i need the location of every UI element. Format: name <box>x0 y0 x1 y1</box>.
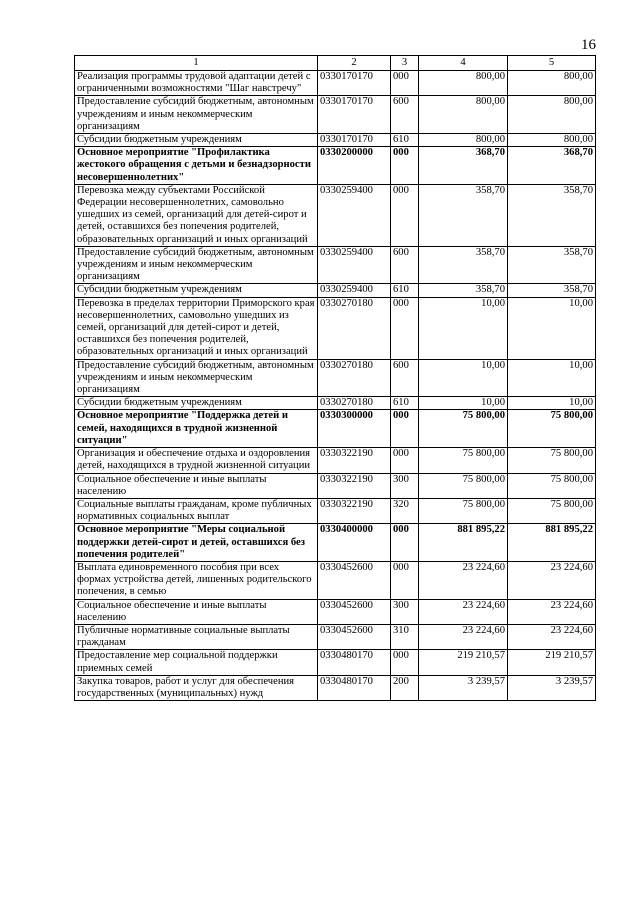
row-value-col5-cell: 23 224,60 <box>508 624 596 649</box>
page-number: 16 <box>581 37 596 53</box>
row-value-col5-cell: 75 800,00 <box>508 448 596 473</box>
row-value-col5-cell: 23 224,60 <box>508 599 596 624</box>
budget-table <box>74 55 596 701</box>
row-kind-cell: 200 <box>391 675 419 700</box>
row-kind-cell: 600 <box>391 359 419 397</box>
row-value-col5-cell: 800,00 <box>508 96 596 134</box>
row-kind-cell: 000 <box>391 297 419 359</box>
column-header-3: 3 <box>391 56 419 71</box>
row-name-cell: Предоставление субсидий бюджетным, автономным учреждениям и иным некоммерческим организациям <box>75 359 318 397</box>
row-value-col5-cell: 800,00 <box>508 134 596 147</box>
row-kind-cell: 610 <box>391 397 419 410</box>
table-row <box>75 624 596 649</box>
row-code-cell: 0330480170 <box>318 650 391 675</box>
row-value-col5-cell: 358,70 <box>508 184 596 246</box>
row-value-col5-cell: 358,70 <box>508 284 596 297</box>
row-name-cell: Субсидии бюджетным учреждениям <box>75 134 318 147</box>
row-kind-cell: 310 <box>391 624 419 649</box>
row-kind-cell: 000 <box>391 650 419 675</box>
row-value-col4-cell: 881 895,22 <box>419 524 508 562</box>
row-code-cell: 0330300000 <box>318 410 391 448</box>
table-row <box>75 650 596 675</box>
row-value-col4-cell: 219 210,57 <box>419 650 508 675</box>
table-row <box>75 410 596 448</box>
row-name-cell: Субсидии бюджетным учреждениям <box>75 397 318 410</box>
row-name-cell: Предоставление мер социальной поддержки приемных семей <box>75 650 318 675</box>
row-code-cell: 0330259400 <box>318 246 391 284</box>
table-row <box>75 134 596 147</box>
column-header-2: 2 <box>318 56 391 71</box>
row-value-col4-cell: 3 239,57 <box>419 675 508 700</box>
row-value-col4-cell: 23 224,60 <box>419 624 508 649</box>
column-header-4: 4 <box>419 56 508 71</box>
table-row <box>75 473 596 498</box>
row-value-col5-cell: 23 224,60 <box>508 561 596 599</box>
row-value-col4-cell: 368,70 <box>419 147 508 185</box>
row-kind-cell: 000 <box>391 561 419 599</box>
row-kind-cell: 000 <box>391 184 419 246</box>
row-value-col4-cell: 75 800,00 <box>419 473 508 498</box>
row-code-cell: 0330400000 <box>318 524 391 562</box>
row-code-cell: 0330480170 <box>318 675 391 700</box>
row-name-cell: Предоставление субсидий бюджетным, автономным учреждениям и иным некоммерческим организациям <box>75 96 318 134</box>
row-value-col5-cell: 881 895,22 <box>508 524 596 562</box>
table-row <box>75 284 596 297</box>
row-name-cell: Перевозка в пределах территории Приморского края несовершеннолетних, самовольно ушедших из семей, организаций для детей-сирот и детей, оставшихся без попечения родителей, образовательных организаций и иных организаций <box>75 297 318 359</box>
row-kind-cell: 610 <box>391 134 419 147</box>
row-code-cell: 0330270180 <box>318 397 391 410</box>
row-kind-cell: 320 <box>391 498 419 523</box>
table-row <box>75 498 596 523</box>
row-kind-cell: 000 <box>391 448 419 473</box>
row-name-cell: Публичные нормативные социальные выплаты гражданам <box>75 624 318 649</box>
row-value-col4-cell: 358,70 <box>419 246 508 284</box>
row-kind-cell: 600 <box>391 246 419 284</box>
table-row <box>75 524 596 562</box>
row-code-cell: 0330322190 <box>318 473 391 498</box>
row-value-col5-cell: 75 800,00 <box>508 473 596 498</box>
row-value-col5-cell: 358,70 <box>508 246 596 284</box>
row-code-cell: 0330170170 <box>318 96 391 134</box>
row-kind-cell: 300 <box>391 599 419 624</box>
column-header-5: 5 <box>508 56 596 71</box>
row-code-cell: 0330259400 <box>318 184 391 246</box>
row-name-cell: Организация и обеспечение отдыха и оздоровления детей, находящихся в трудной жизненной ситуации <box>75 448 318 473</box>
row-name-cell: Субсидии бюджетным учреждениям <box>75 284 318 297</box>
row-value-col4-cell: 75 800,00 <box>419 448 508 473</box>
row-value-col4-cell: 800,00 <box>419 96 508 134</box>
row-value-col5-cell: 368,70 <box>508 147 596 185</box>
row-code-cell: 0330259400 <box>318 284 391 297</box>
row-kind-cell: 610 <box>391 284 419 297</box>
row-name-cell: Основное мероприятие "Меры социальной поддержки детей-сирот и детей, оставшихся без попечения родителей" <box>75 524 318 562</box>
row-value-col4-cell: 358,70 <box>419 284 508 297</box>
row-value-col5-cell: 75 800,00 <box>508 498 596 523</box>
table-row <box>75 246 596 284</box>
row-value-col5-cell: 10,00 <box>508 359 596 397</box>
table-header-row <box>75 56 596 71</box>
row-name-cell: Закупка товаров, работ и услуг для обеспечения государственных (муниципальных) нужд <box>75 675 318 700</box>
row-code-cell: 0330170170 <box>318 134 391 147</box>
row-value-col4-cell: 10,00 <box>419 397 508 410</box>
table-row <box>75 448 596 473</box>
row-value-col4-cell: 75 800,00 <box>419 410 508 448</box>
table-row <box>75 297 596 359</box>
row-name-cell: Реализация программы трудовой адаптации детей с ограниченными возможностями "Шаг навстречу" <box>75 71 318 96</box>
row-code-cell: 0330270180 <box>318 359 391 397</box>
table-row <box>75 184 596 246</box>
row-value-col4-cell: 10,00 <box>419 297 508 359</box>
row-value-col4-cell: 23 224,60 <box>419 561 508 599</box>
row-code-cell: 0330452600 <box>318 599 391 624</box>
row-value-col4-cell: 800,00 <box>419 71 508 96</box>
table-row <box>75 599 596 624</box>
table-row <box>75 147 596 185</box>
table-row <box>75 675 596 700</box>
row-name-cell: Основное мероприятие "Профилактика жестокого обращения с детьми и безнадзорности несовершеннолетних" <box>75 147 318 185</box>
table-row <box>75 71 596 96</box>
row-code-cell: 0330452600 <box>318 624 391 649</box>
row-kind-cell: 300 <box>391 473 419 498</box>
table-row <box>75 96 596 134</box>
row-name-cell: Основное мероприятие "Поддержка детей и семей, находящихся в трудной жизненной ситуации" <box>75 410 318 448</box>
table-body <box>75 71 596 701</box>
row-code-cell: 0330170170 <box>318 71 391 96</box>
row-name-cell: Предоставление субсидий бюджетным, автономным учреждениям и иным некоммерческим организациям <box>75 246 318 284</box>
row-name-cell: Социальное обеспечение и иные выплаты населению <box>75 599 318 624</box>
row-value-col5-cell: 10,00 <box>508 397 596 410</box>
row-value-col5-cell: 75 800,00 <box>508 410 596 448</box>
table-row <box>75 397 596 410</box>
row-code-cell: 0330322190 <box>318 448 391 473</box>
row-name-cell: Социальное обеспечение и иные выплаты населению <box>75 473 318 498</box>
row-kind-cell: 000 <box>391 524 419 562</box>
row-name-cell: Социальные выплаты гражданам, кроме публичных нормативных социальных выплат <box>75 498 318 523</box>
row-value-col5-cell: 10,00 <box>508 297 596 359</box>
row-value-col4-cell: 23 224,60 <box>419 599 508 624</box>
row-value-col4-cell: 10,00 <box>419 359 508 397</box>
row-name-cell: Выплата единовременного пособия при всех формах устройства детей, лишенных родительского попечения, в семью <box>75 561 318 599</box>
row-name-cell: Перевозка между субъектами Российской Федерации несовершеннолетних, самовольно ушедших из семей, организаций для детей-сирот и детей, оставшихся без попечения родителей, образовательных организаций и иных организаций <box>75 184 318 246</box>
row-value-col5-cell: 800,00 <box>508 71 596 96</box>
row-code-cell: 0330322190 <box>318 498 391 523</box>
table-row <box>75 561 596 599</box>
row-value-col5-cell: 3 239,57 <box>508 675 596 700</box>
row-value-col4-cell: 800,00 <box>419 134 508 147</box>
row-kind-cell: 000 <box>391 71 419 96</box>
column-header-1: 1 <box>75 56 318 71</box>
row-code-cell: 0330270180 <box>318 297 391 359</box>
row-value-col4-cell: 358,70 <box>419 184 508 246</box>
table-row <box>75 359 596 397</box>
row-code-cell: 0330452600 <box>318 561 391 599</box>
row-value-col5-cell: 219 210,57 <box>508 650 596 675</box>
row-value-col4-cell: 75 800,00 <box>419 498 508 523</box>
row-code-cell: 0330200000 <box>318 147 391 185</box>
row-kind-cell: 000 <box>391 147 419 185</box>
row-kind-cell: 600 <box>391 96 419 134</box>
row-kind-cell: 000 <box>391 410 419 448</box>
